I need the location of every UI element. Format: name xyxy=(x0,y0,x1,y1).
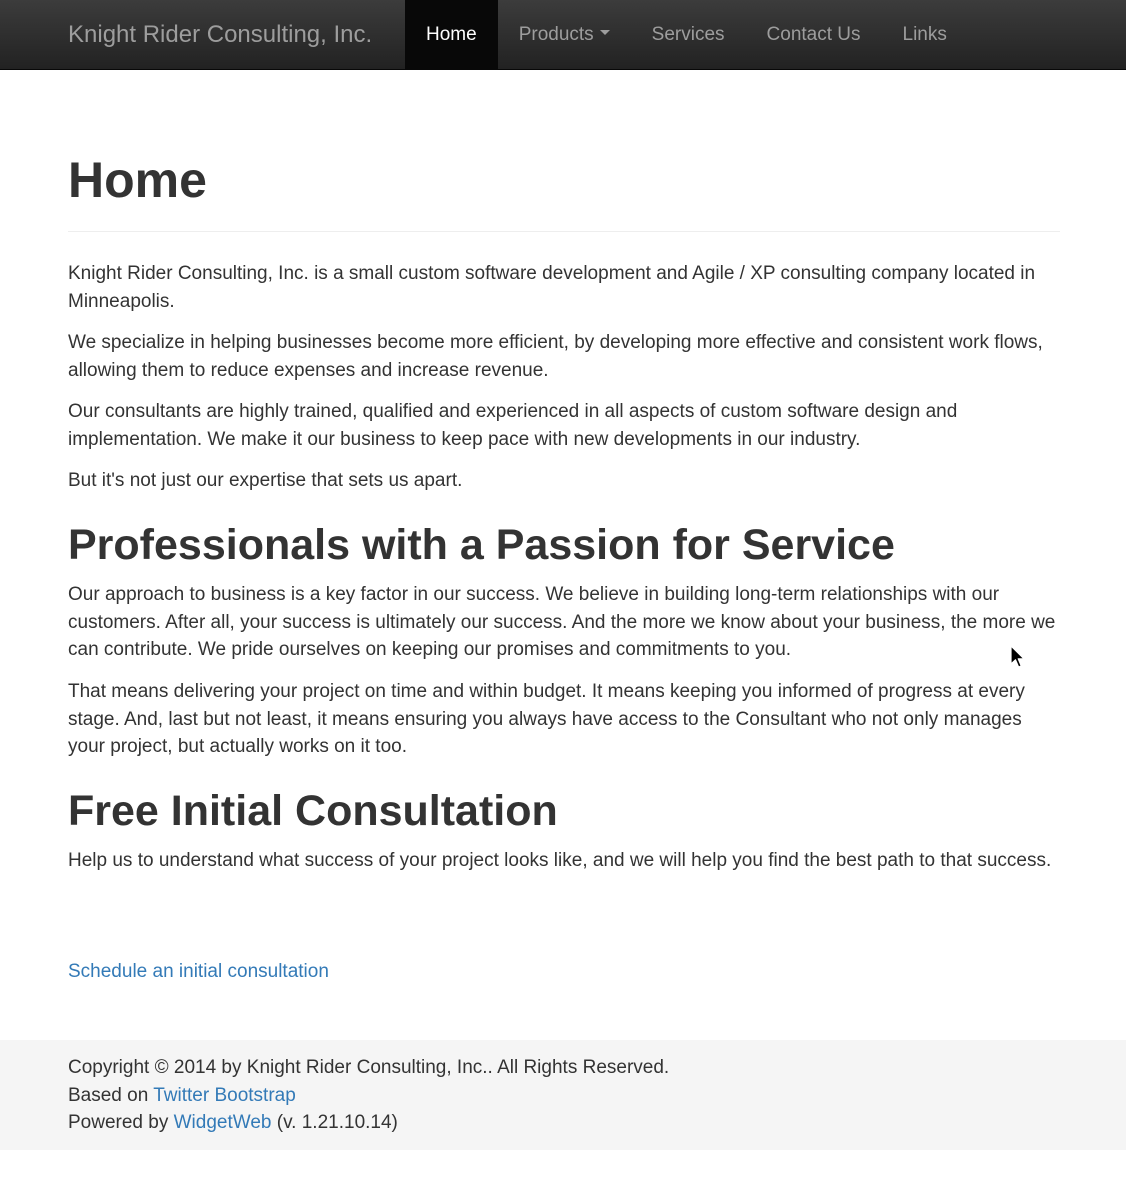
nav-item-links[interactable] xyxy=(882,0,968,70)
intro-paragraph: Our consultants are highly trained, qualified and experienced in all aspects of custom software design and implementation. We make it our business to keep pace with new developments in our industry. xyxy=(68,401,958,450)
caret-down-icon xyxy=(600,30,610,35)
nav-item-products[interactable] xyxy=(498,0,631,70)
section-heading-passion: Professionals with a Passion for Service xyxy=(68,521,895,569)
section-paragraph: That means delivering your project on time and within budget. It means keeping you informed of progress at every stage. And, last but not least, it means ensuring you always have access to the Consultant who not only manages your project, but actually works on it too. xyxy=(68,681,1025,757)
footer-based-on-prefix: Based on xyxy=(68,1085,154,1106)
section-paragraph: Our approach to business is a key factor in our success. We believe in building long-term relationships with our customers. After all, your success is ultimately our success. And the more we know about your business, the more we can contribute. We pride ourselves on keeping our promises and commitments to you. xyxy=(68,584,1056,660)
widgetweb-link[interactable]: WidgetWeb xyxy=(173,1112,272,1133)
page-title: Home xyxy=(68,152,207,208)
nav-item-label: Products xyxy=(518,24,594,45)
nav-item-label: Services xyxy=(651,24,725,45)
footer-powered-by xyxy=(68,1109,398,1136)
footer xyxy=(0,1040,1126,1150)
footer-copyright: Copyright © 2014 by Knight Rider Consulting, Inc.. All Rights Reserved. xyxy=(68,1057,670,1078)
nav-item-contact-us[interactable] xyxy=(746,0,882,70)
main-nav xyxy=(405,0,968,70)
brand-link[interactable]: Knight Rider Consulting, Inc. xyxy=(68,21,373,48)
footer-based-on xyxy=(68,1082,296,1109)
intro-paragraph: Knight Rider Consulting, Inc. is a small custom software development and Agile / XP consulting company located in Minneapolis. xyxy=(68,263,1036,312)
intro-paragraph: But it's not just our expertise that sets us apart. xyxy=(68,470,463,491)
schedule-consultation-link[interactable]: Schedule an initial consultation xyxy=(68,961,329,982)
nav-item-label: Links xyxy=(902,24,947,45)
title-divider xyxy=(68,231,1060,232)
mouse-pointer-icon xyxy=(1010,645,1026,669)
top-navbar xyxy=(0,0,1126,70)
nav-item-services[interactable] xyxy=(631,0,746,70)
nav-item-label: Home xyxy=(426,24,477,45)
intro-paragraph: We specialize in helping businesses become more efficient, by developing more effective and consistent work flows, allowing them to reduce expenses and increase revenue. xyxy=(68,332,1043,381)
nav-item-label: Contact Us xyxy=(766,24,861,45)
footer-powered-by-prefix: Powered by xyxy=(68,1112,174,1133)
section-paragraph: Help us to understand what success of your project looks like, and we will help you find the best path to that success. xyxy=(68,850,1052,871)
section-heading-consultation: Free Initial Consultation xyxy=(68,787,558,835)
twitter-bootstrap-link[interactable]: Twitter Bootstrap xyxy=(153,1085,296,1106)
footer-version: (v. 1.21.10.14) xyxy=(271,1112,398,1133)
nav-item-home[interactable] xyxy=(405,0,498,70)
